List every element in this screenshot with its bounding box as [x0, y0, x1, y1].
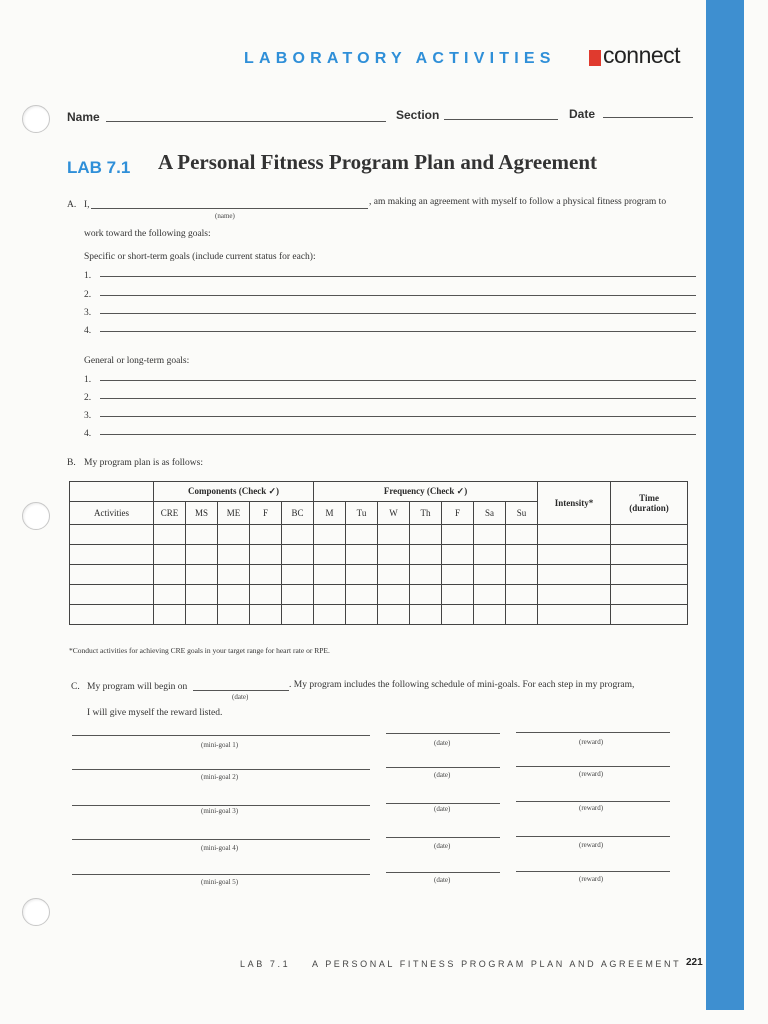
activities-header: Activities: [70, 502, 154, 525]
agreement-name-field[interactable]: [91, 208, 368, 209]
table-cell[interactable]: [538, 565, 611, 585]
table-row: [70, 605, 688, 625]
table-cell[interactable]: [474, 565, 506, 585]
table-cell[interactable]: [218, 565, 250, 585]
table-cell[interactable]: [442, 545, 474, 565]
component-cre-header: CRE: [154, 502, 186, 525]
mini-goal-reward-field[interactable]: [516, 766, 670, 767]
table-cell[interactable]: [506, 525, 538, 545]
mini-goal-field[interactable]: [72, 839, 370, 840]
reward-caption: (reward): [579, 770, 604, 778]
program-begin-text: My program will begin on: [87, 682, 188, 692]
long-term-number: 3.: [84, 411, 92, 421]
start-date-caption: (date): [232, 693, 249, 701]
name-field[interactable]: [106, 121, 386, 122]
mini-goal-date-field[interactable]: [386, 872, 500, 873]
footer-lab-number: LAB 7.1: [240, 959, 291, 969]
table-cell[interactable]: [442, 605, 474, 625]
table-cell[interactable]: [410, 565, 442, 585]
agreement-text: , am making an agreement with myself to follow a physical fitness program to: [369, 197, 667, 207]
mini-goal-caption: (mini-goal 2): [201, 773, 239, 781]
table-cell[interactable]: [538, 545, 611, 565]
mini-goal-caption: (mini-goal 1): [201, 741, 239, 749]
table-cell[interactable]: [346, 565, 378, 585]
table-cell[interactable]: [250, 525, 282, 545]
table-header-blank: [70, 482, 154, 502]
short-term-label: Specific or short-term goals (include current status for each):: [84, 252, 316, 262]
mini-goal-reward-field[interactable]: [516, 732, 670, 733]
table-cell[interactable]: [186, 585, 218, 605]
goals-intro: work toward the following goals:: [84, 229, 211, 239]
mini-goal-field[interactable]: [72, 874, 370, 875]
table-cell[interactable]: [282, 545, 314, 565]
intensity-label: Intensity*: [554, 498, 594, 508]
brand-logo-icon: [589, 50, 601, 66]
table-cell[interactable]: [346, 605, 378, 625]
day-su-header: Su: [506, 502, 538, 525]
day-tu-header: Tu: [346, 502, 378, 525]
table-cell[interactable]: [250, 565, 282, 585]
table-cell[interactable]: [70, 525, 154, 545]
table-cell[interactable]: [186, 605, 218, 625]
table-row: [70, 545, 688, 565]
brand-logo-text: connect: [603, 42, 681, 68]
table-cell[interactable]: [611, 565, 688, 585]
mini-goal-field[interactable]: [72, 735, 370, 736]
short-term-goal-field[interactable]: [100, 276, 696, 277]
table-cell[interactable]: [410, 525, 442, 545]
table-cell[interactable]: [442, 525, 474, 545]
table-row: [70, 565, 688, 585]
date-field[interactable]: [603, 117, 693, 118]
long-term-goal-field[interactable]: [100, 398, 696, 399]
table-cell[interactable]: [218, 605, 250, 625]
intensity-header: [538, 482, 611, 525]
table-cell[interactable]: [474, 545, 506, 565]
name-caption: (name): [215, 212, 235, 220]
reward-caption: (reward): [579, 841, 604, 849]
table-cell[interactable]: [410, 605, 442, 625]
program-plan-label: My program plan is as follows:: [84, 458, 204, 468]
table-cell[interactable]: [70, 565, 154, 585]
table-cell[interactable]: [506, 565, 538, 585]
components-header: Components (Check ✓): [154, 482, 314, 502]
table-cell[interactable]: [506, 605, 538, 625]
table-row: [70, 585, 688, 605]
table-cell[interactable]: [70, 585, 154, 605]
table-cell[interactable]: [506, 545, 538, 565]
table-cell[interactable]: [186, 565, 218, 585]
agreement-start: I,: [84, 200, 90, 210]
table-cell[interactable]: [154, 605, 186, 625]
table-cell[interactable]: [186, 525, 218, 545]
long-term-number: 2.: [84, 393, 92, 403]
day-th-header: Th: [410, 502, 442, 525]
table-cell[interactable]: [538, 605, 611, 625]
side-color-bar: [706, 0, 744, 1010]
table-cell[interactable]: [378, 545, 410, 565]
table-cell[interactable]: [474, 585, 506, 605]
day-w-header: W: [378, 502, 410, 525]
program-plan-table: [69, 481, 688, 625]
table-cell[interactable]: [282, 585, 314, 605]
mini-goal-caption: (mini-goal 5): [201, 878, 239, 886]
mini-goal-date-field[interactable]: [386, 767, 500, 768]
long-term-goal-field[interactable]: [100, 380, 696, 381]
time-label: Time: [639, 493, 659, 503]
day-m-header: M: [314, 502, 346, 525]
reward-caption: (reward): [579, 875, 604, 883]
day-f-header: F: [442, 502, 474, 525]
table-cell[interactable]: [154, 525, 186, 545]
table-cell[interactable]: [346, 545, 378, 565]
table-cell[interactable]: [410, 585, 442, 605]
mini-goal-reward-field[interactable]: [516, 871, 670, 872]
table-cell[interactable]: [474, 605, 506, 625]
time-header: [611, 482, 688, 525]
part-c-marker: C.: [71, 682, 80, 692]
table-cell[interactable]: [218, 545, 250, 565]
table-row: [70, 525, 688, 545]
date-caption: (date): [434, 876, 451, 884]
part-b-marker: B.: [67, 458, 76, 468]
component-bc-header: BC: [282, 502, 314, 525]
page-title: A Personal Fitness Program Plan and Agreement: [158, 150, 598, 174]
table-cell[interactable]: [282, 525, 314, 545]
table-cell[interactable]: [218, 525, 250, 545]
footer-title: A PERSONAL FITNESS PROGRAM PLAN AND AGREEMENT: [312, 959, 682, 969]
table-cell[interactable]: [314, 605, 346, 625]
frequency-header: Frequency (Check ✓): [314, 482, 538, 502]
date-caption: (date): [434, 805, 451, 813]
section-header: LABORATORY ACTIVITIES: [244, 50, 556, 67]
component-f-header: F: [250, 502, 282, 525]
table-cell[interactable]: [250, 605, 282, 625]
long-term-goal-field[interactable]: [100, 416, 696, 417]
binder-hole: [22, 105, 50, 133]
page-number: 221: [686, 957, 703, 968]
mini-goal-caption: (mini-goal 4): [201, 844, 239, 852]
mini-goal-reward-field[interactable]: [516, 801, 670, 802]
table-cell[interactable]: [314, 525, 346, 545]
table-cell[interactable]: [218, 585, 250, 605]
short-term-goal-field[interactable]: [100, 295, 696, 296]
lab-number: LAB 7.1: [67, 158, 131, 177]
date-caption: (date): [434, 739, 451, 747]
table-cell[interactable]: [282, 605, 314, 625]
table-cell[interactable]: [442, 565, 474, 585]
mini-goal-date-field[interactable]: [386, 803, 500, 804]
short-term-goal-field[interactable]: [100, 313, 696, 314]
table-cell[interactable]: [410, 545, 442, 565]
part-a-marker: A.: [67, 200, 77, 210]
table-cell[interactable]: [611, 545, 688, 565]
short-term-number: 1.: [84, 271, 92, 281]
table-cell[interactable]: [442, 585, 474, 605]
table-cell[interactable]: [346, 585, 378, 605]
mini-goal-caption: (mini-goal 3): [201, 807, 239, 815]
table-cell[interactable]: [154, 565, 186, 585]
long-term-goal-field[interactable]: [100, 434, 696, 435]
short-term-goal-field[interactable]: [100, 331, 696, 332]
table-cell[interactable]: [154, 545, 186, 565]
component-me-header: ME: [218, 502, 250, 525]
table-cell[interactable]: [250, 545, 282, 565]
table-cell[interactable]: [314, 565, 346, 585]
mini-goals-intro: . My program includes the following schedule of mini-goals. For each step in my program,: [289, 680, 635, 690]
mini-goal-reward-field[interactable]: [516, 836, 670, 837]
mini-goal-date-field[interactable]: [386, 837, 500, 838]
table-cell[interactable]: [378, 565, 410, 585]
table-cell[interactable]: [70, 545, 154, 565]
table-cell[interactable]: [506, 585, 538, 605]
table-cell[interactable]: [611, 525, 688, 545]
table-cell[interactable]: [70, 605, 154, 625]
mini-goal-date-field[interactable]: [386, 733, 500, 734]
date-label: Date: [569, 107, 596, 121]
table-cell[interactable]: [378, 585, 410, 605]
table-footnote: *Conduct activities for achieving CRE goals in your target range for heart rate or RPE.: [69, 646, 330, 655]
table-cell[interactable]: [378, 605, 410, 625]
table-cell[interactable]: [314, 585, 346, 605]
table-cell[interactable]: [538, 585, 611, 605]
table-cell[interactable]: [611, 605, 688, 625]
mini-goal-field[interactable]: [72, 805, 370, 806]
short-term-number: 4.: [84, 326, 92, 336]
table-cell[interactable]: [611, 585, 688, 605]
table-cell[interactable]: [282, 565, 314, 585]
table-cell[interactable]: [346, 525, 378, 545]
component-ms-header: MS: [186, 502, 218, 525]
reward-caption: (reward): [579, 738, 604, 746]
name-label: Name: [67, 110, 100, 124]
table-cell[interactable]: [250, 585, 282, 605]
long-term-label: General or long-term goals:: [84, 356, 190, 366]
short-term-number: 2.: [84, 290, 92, 300]
binder-hole: [22, 502, 50, 530]
short-term-number: 3.: [84, 308, 92, 318]
table-cell[interactable]: [378, 525, 410, 545]
date-caption: (date): [434, 842, 451, 850]
day-sa-header: Sa: [474, 502, 506, 525]
table-cell[interactable]: [474, 525, 506, 545]
section-field[interactable]: [444, 119, 558, 120]
table-cell[interactable]: [314, 545, 346, 565]
time-unit-label: (duration): [629, 503, 669, 513]
reward-caption: (reward): [579, 804, 604, 812]
program-start-date-field[interactable]: [193, 690, 289, 691]
long-term-number: 4.: [84, 429, 92, 439]
table-cell[interactable]: [186, 545, 218, 565]
binder-hole: [22, 898, 50, 926]
table-cell[interactable]: [154, 585, 186, 605]
long-term-number: 1.: [84, 375, 92, 385]
table-cell[interactable]: [538, 525, 611, 545]
date-caption: (date): [434, 771, 451, 779]
section-label: Section: [396, 108, 440, 122]
reward-intro: I will give myself the reward listed.: [87, 708, 223, 718]
mini-goal-field[interactable]: [72, 769, 370, 770]
